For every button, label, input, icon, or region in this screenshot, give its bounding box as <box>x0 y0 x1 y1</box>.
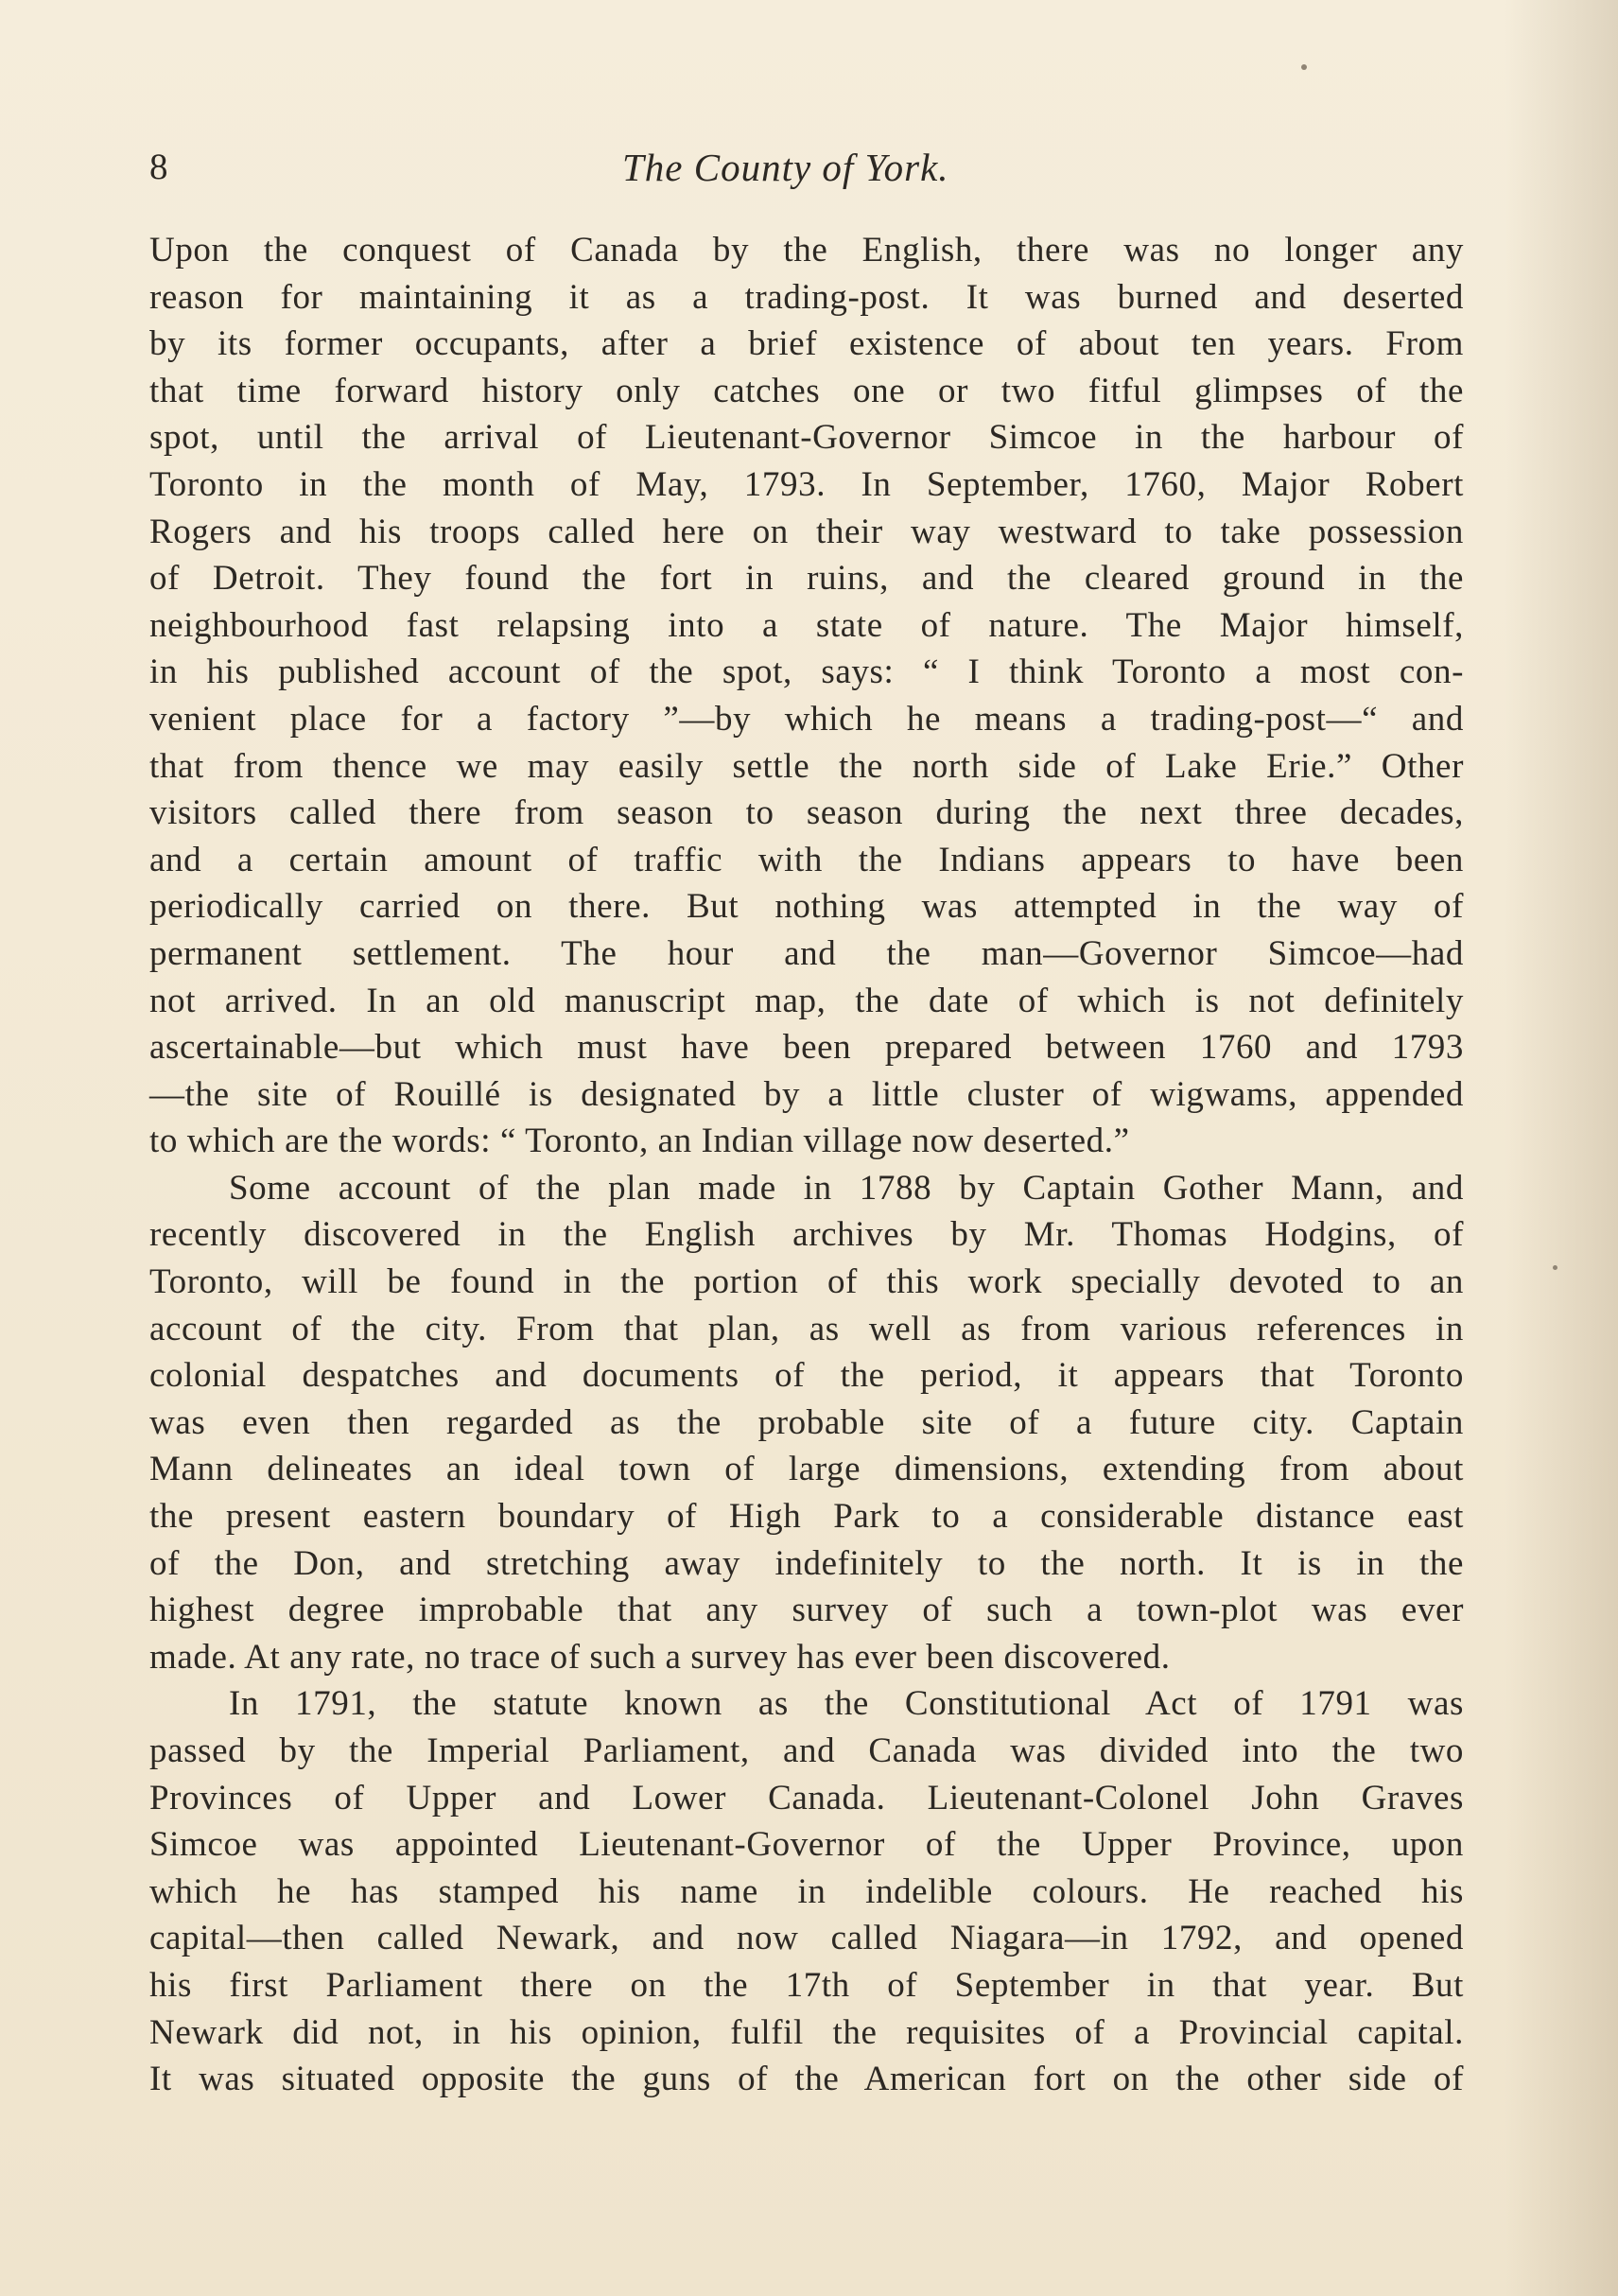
text-line: not arrived. In an old manuscript map, the date of which is not definitely <box>149 981 1464 1020</box>
text-line: that time forward history only catches one or two fitful glimpses of the <box>149 371 1464 410</box>
text-line: passed by the Imperial Parliament, and Canada was divided into the two <box>149 1731 1464 1770</box>
text-line: and a certain amount of traffic with the Indians appears to have been <box>149 840 1464 879</box>
text-line: Some account of the plan made in 1788 by Captain Gother Mann, and <box>229 1168 1464 1208</box>
text-line: the present eastern boundary of High Park to a considerable distance east <box>149 1497 1464 1537</box>
text-line: reason for maintaining it as a trading-post. It was burned and deserted <box>149 277 1464 317</box>
text-line: of the Don, and stretching away indefinitely to the north. It is in the <box>149 1543 1464 1583</box>
body-text <box>149 227 1464 2103</box>
text-line: In 1791, the statute known as the Constitutional Act of 1791 was <box>229 1684 1464 1724</box>
text-line: his first Parliament there on the 17th of September in that year. But <box>149 1965 1464 2005</box>
text-line: Simcoe was appointed Lieutenant-Governor of the Upper Province, upon <box>149 1825 1464 1865</box>
text-line: in his published account of the spot, says: “ I think Toronto a most con- <box>149 652 1464 692</box>
text-line: Upon the conquest of Canada by the English, there was no longer any <box>149 231 1464 270</box>
text-line: by its former occupants, after a brief existence of about ten years. From <box>149 324 1464 364</box>
paper-speck <box>1301 64 1307 70</box>
running-title: The County of York. <box>622 146 949 189</box>
text-line: Newark did not, in his opinion, fulfil the requisites of a Provincial capital. <box>149 2012 1464 2052</box>
text-line: venient place for a factory ”—by which he means a trading-post—“ and <box>149 699 1464 739</box>
text-line: of Detroit. They found the fort in ruins, and the cleared ground in the <box>149 559 1464 599</box>
text-line: that from thence we may easily settle the north side of Lake Erie.” Other <box>149 746 1464 786</box>
text-line: to which are the words: “ Toronto, an Indian village now deserted.” <box>149 1122 1130 1161</box>
text-line: spot, until the arrival of Lieutenant-Governor Simcoe in the harbour of <box>149 418 1464 458</box>
text-line: capital—then called Newark, and now called Niagara—in 1792, and opened <box>149 1919 1464 1958</box>
text-line: recently discovered in the English archives by Mr. Thomas Hodgins, of <box>149 1215 1464 1255</box>
text-line: It was situated opposite the guns of the American fort on the other side of <box>149 2060 1464 2099</box>
text-line: visitors called there from season to season during the next three decades, <box>149 793 1464 833</box>
text-line: highest degree improbable that any survey of such a town-plot was ever <box>149 1591 1464 1630</box>
text-line: permanent settlement. The hour and the man—Governor Simcoe—had <box>149 933 1464 973</box>
text-line: Mann delineates an ideal town of large dimensions, extending from about <box>149 1450 1464 1489</box>
text-line: account of the city. From that plan, as well as from various references in <box>149 1309 1464 1348</box>
text-line: which he has stamped his name in indelible colours. He reached his <box>149 1871 1464 1911</box>
text-line: colonial despatches and documents of the period, it appears that Toronto <box>149 1356 1464 1396</box>
text-line: periodically carried on there. But nothing was attempted in the way of <box>149 887 1464 927</box>
paper-speck <box>1553 1265 1557 1270</box>
page-number: 8 <box>149 147 168 187</box>
text-line: neighbourhood fast relapsing into a state of nature. The Major himself, <box>149 605 1464 645</box>
text-line: Provinces of Upper and Lower Canada. Lieutenant-Colonel John Graves <box>149 1778 1464 1818</box>
text-line: —the site of Rouillé is designated by a little cluster of wigwams, appended <box>149 1074 1464 1114</box>
text-line: Rogers and his troops called here on their way westward to take possession <box>149 512 1464 551</box>
text-line: ascertainable—but which must have been prepared between 1760 and 1793 <box>149 1028 1464 1068</box>
text-line: Toronto, will be found in the portion of this work specially devoted to an <box>149 1262 1464 1302</box>
text-line: was even then regarded as the probable site of a future city. Captain <box>149 1402 1464 1442</box>
text-line: made. At any rate, no trace of such a survey has ever been discovered. <box>149 1637 1171 1677</box>
page-header <box>149 144 1473 200</box>
text-line: Toronto in the month of May, 1793. In September, 1760, Major Robert <box>149 464 1464 504</box>
